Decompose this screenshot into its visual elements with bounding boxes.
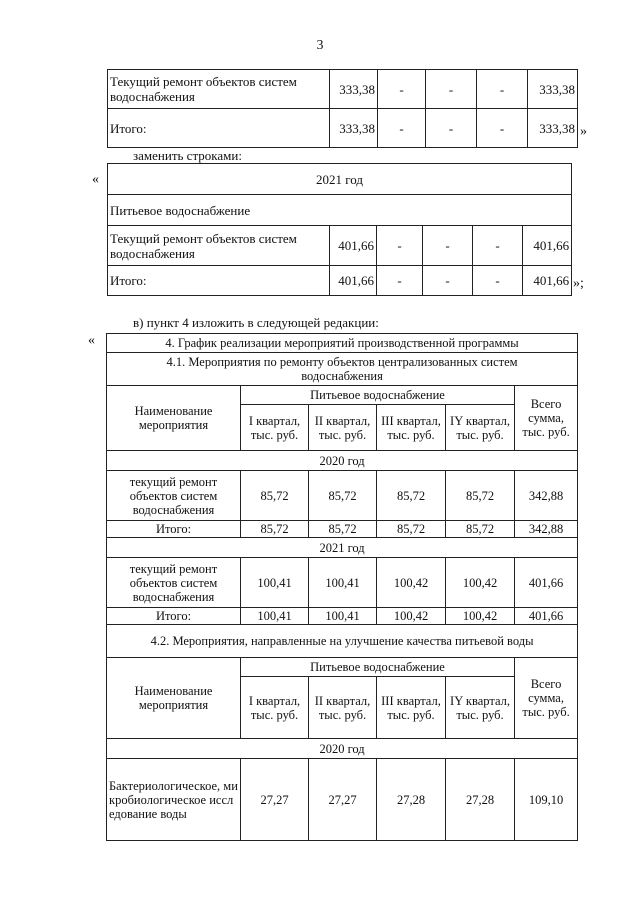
cell-value: 100,42: [377, 558, 446, 608]
table-row: [107, 353, 578, 386]
cell-value: 85,72: [309, 521, 377, 538]
row-name: Текущий ремонт объектов систем водоснабжения: [108, 70, 330, 109]
quarter-1-header: I квартал, тыс. руб.: [241, 405, 309, 451]
cell-value: 85,72: [446, 521, 515, 538]
quarter-2-header: II квартал, тыс. руб.: [309, 405, 377, 451]
cell-value: 333,38: [330, 70, 378, 109]
point-text: в) пункт 4 изложить в следующей редакции:: [133, 315, 379, 330]
year-row: 2020 год: [107, 451, 578, 471]
open-quote: «: [88, 333, 95, 348]
row-name: Итого:: [107, 521, 241, 538]
schedule-title: 4. График реализации мероприятий производственной программы: [107, 334, 578, 353]
cell-value: 401,66: [330, 226, 377, 266]
cell-value: 27,27: [309, 759, 377, 841]
table-row: [108, 164, 572, 195]
table-row: [107, 658, 578, 677]
table-row: [107, 538, 578, 558]
cell-value: 100,41: [309, 558, 377, 608]
table-row: [107, 759, 578, 841]
cell-value: 100,42: [446, 608, 515, 625]
open-quote: «: [92, 172, 99, 187]
table-row: [107, 334, 578, 353]
cell-value: 333,38: [330, 109, 378, 148]
quarter-3-header: III квартал, тыс. руб.: [377, 677, 446, 739]
quarter-4-header: IY квартал, тыс. руб.: [446, 677, 515, 739]
cell-value: 85,72: [446, 471, 515, 521]
cell-total: 109,10: [515, 759, 578, 841]
table-row: [107, 386, 578, 405]
cell-value: -: [377, 266, 423, 296]
section-41-title: 4.1. Мероприятия по ремонту объектов централизованных систем водоснабжения: [107, 353, 578, 386]
cell-value: 100,41: [309, 608, 377, 625]
cell-total: 401,66: [523, 266, 572, 296]
cell-value: -: [473, 226, 523, 266]
quarter-1-header: I квартал, тыс. руб.: [241, 677, 309, 739]
table-row: [108, 195, 572, 226]
row-name: текущий ремонт объектов систем водоснабжения: [107, 558, 241, 608]
row-name: Текущий ремонт объектов систем водоснабжения: [108, 226, 330, 266]
col-name-header: Наименование мероприятия: [107, 658, 241, 739]
col-group-header: Питьевое водоснабжение: [241, 386, 515, 405]
row-name: Бактериологическое, микробиологическое исследование воды: [107, 759, 241, 841]
cell-value: -: [426, 109, 477, 148]
replace-text: заменить строками:: [133, 148, 242, 163]
cell-value: 100,42: [446, 558, 515, 608]
cell-value: -: [377, 226, 423, 266]
cell-value: -: [378, 70, 426, 109]
col-group-header: Питьевое водоснабжение: [241, 658, 515, 677]
table-row: [107, 521, 578, 538]
section-42-title: 4.2. Мероприятия, направленные на улучшение качества питьевой воды: [107, 625, 578, 658]
cell-value: 27,28: [446, 759, 515, 841]
cell-total: 333,38: [528, 70, 578, 109]
cell-value: -: [477, 109, 528, 148]
table-row: [107, 558, 578, 608]
cell-value: -: [423, 226, 473, 266]
section-row: Питьевое водоснабжение: [108, 195, 572, 226]
cell-value: 100,41: [241, 558, 309, 608]
cell-value: 85,72: [241, 521, 309, 538]
cell-total: 342,88: [515, 471, 578, 521]
cell-value: -: [477, 70, 528, 109]
table-row: [108, 70, 578, 109]
table-row: [108, 109, 578, 148]
cell-value: -: [378, 109, 426, 148]
end-quote-semicolon: »;: [573, 276, 584, 291]
year-row: 2021 год: [107, 538, 578, 558]
cell-total: 342,88: [515, 521, 578, 538]
cell-value: 27,28: [377, 759, 446, 841]
cell-value: 85,72: [241, 471, 309, 521]
table-new: [107, 163, 572, 296]
table-row: [107, 451, 578, 471]
table-row: [107, 625, 578, 658]
cell-value: -: [423, 266, 473, 296]
year-row: 2021 год: [108, 164, 572, 195]
cell-value: 100,42: [377, 608, 446, 625]
col-total-header: Всего сумма, тыс. руб.: [515, 386, 578, 451]
cell-total: 401,66: [515, 558, 578, 608]
table-row: [107, 471, 578, 521]
schedule-table: [106, 333, 578, 841]
row-name: Итого:: [108, 109, 330, 148]
cell-value: -: [473, 266, 523, 296]
table-row: [108, 226, 572, 266]
col-name-header: Наименование мероприятия: [107, 386, 241, 451]
table-row: [108, 266, 572, 296]
cell-value: 100,41: [241, 608, 309, 625]
end-quote: »: [580, 124, 587, 139]
quarter-2-header: II квартал, тыс. руб.: [309, 677, 377, 739]
quarter-4-header: IY квартал, тыс. руб.: [446, 405, 515, 451]
row-name: Итого:: [107, 608, 241, 625]
col-total-header: Всего сумма, тыс. руб.: [515, 658, 578, 739]
cell-value: 401,66: [330, 266, 377, 296]
cell-value: 85,72: [309, 471, 377, 521]
table-old: [107, 69, 578, 148]
row-name: текущий ремонт объектов систем водоснабжения: [107, 471, 241, 521]
cell-total: 401,66: [523, 226, 572, 266]
page-number: 3: [316, 38, 324, 53]
cell-total: 401,66: [515, 608, 578, 625]
cell-value: 85,72: [377, 471, 446, 521]
cell-value: 27,27: [241, 759, 309, 841]
cell-total: 333,38: [528, 109, 578, 148]
year-row: 2020 год: [107, 739, 578, 759]
quarter-3-header: III квартал, тыс. руб.: [377, 405, 446, 451]
row-name: Итого:: [108, 266, 330, 296]
cell-value: -: [426, 70, 477, 109]
cell-value: 85,72: [377, 521, 446, 538]
table-row: [107, 608, 578, 625]
table-row: [107, 739, 578, 759]
